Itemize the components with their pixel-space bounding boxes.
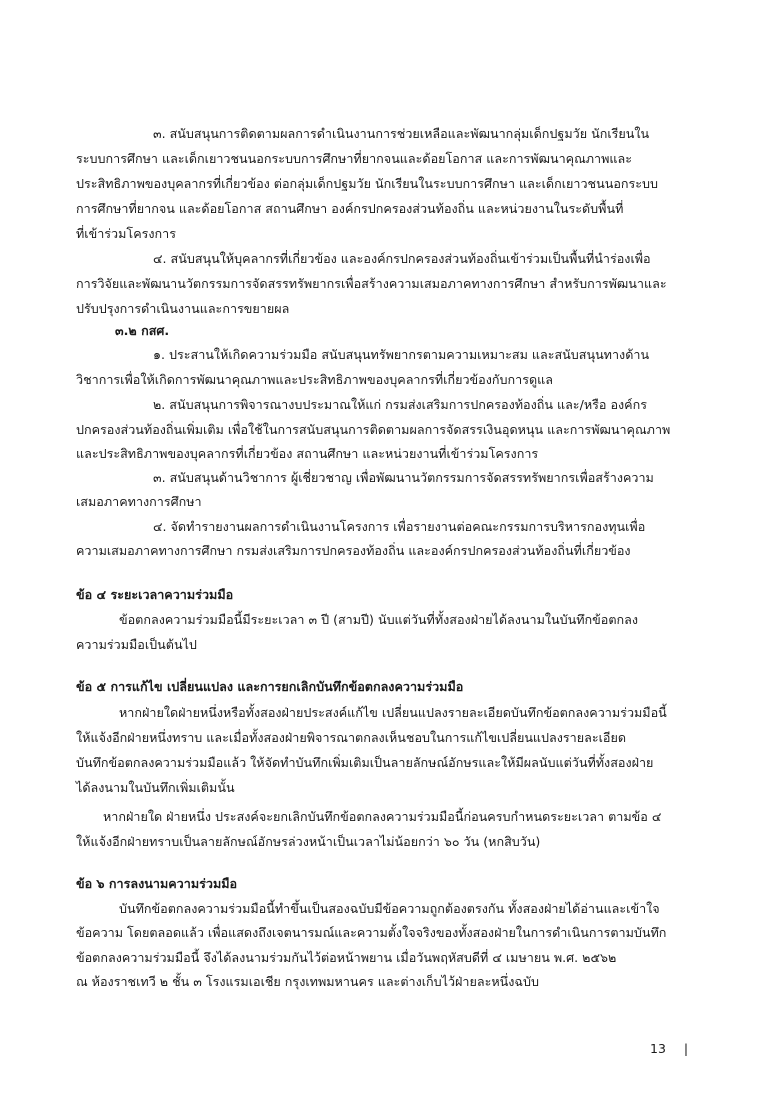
- s32-item1-line2: วิชาการเพื่อให้เกิดการพัฒนาคุณภาพและประสิทธิภาพของบุคลากรที่เกี่ยวข้องกับการดูแล: [76, 372, 553, 387]
- s31-item3-line3: ประสิทธิภาพของบุคลากรที่เกี่ยวข้อง ต่อกลุ่มเด็กปฐมวัย นักเรียนในระบบการศึกษา และเด็กเยาวชนนอกระบบ: [76, 176, 659, 191]
- clause5-p1-line4: ได้ลงนามในบันทึกเพิ่มเติมนั้น: [76, 780, 235, 795]
- clause6-line3: ข้อตกลงความร่วมมือนี้ จึงได้ลงนามร่วมกันไว้ต่อหน้าพยาน เมื่อวันพฤหัสบดีที่ ๔ เมษายน พ.ศ. ๒๕๖๒: [76, 950, 617, 965]
- s32-item2-line2: ปกครองส่วนท้องถิ่นเพิ่มเติม เพื่อใช้ในการสนับสนุนการติดตามผลการจัดสรรเงินอุดหนุน และการพัฒนาคุณภาพ: [76, 422, 671, 437]
- clause5-p2-line1: หากฝ่ายใด ฝ่ายหนึ่ง ประสงค์จะยกเลิกบันทึกข้อตกลงความร่วมมือนี้ก่อนครบกำหนดระยะเวลา ตามข้อ ๔: [103, 809, 662, 824]
- s32-item2-line3: และประสิทธิภาพของบุคลากรที่เกี่ยวข้อง สถานศึกษา และหน่วยงานที่เข้าร่วมโครงการ: [76, 446, 539, 461]
- s31-item4-line2: การวิจัยและพัฒนานวัตกรรมการจัดสรรทรัพยากรเพื่อสร้างความเสมอภาคทางการศึกษา สำหรับการพัฒนาและ: [76, 276, 667, 291]
- clause5-p1-line1: หากฝ่ายใดฝ่ายหนึ่งหรือทั้งสองฝ่ายประสงค์แก้ไข เปลี่ยนแปลงรายละเอียดบันทึกข้อตกลงความร่วมมือนี้: [119, 705, 667, 720]
- page-number: 13: [650, 1041, 666, 1056]
- clause6-heading: ข้อ ๖ การลงนามความร่วมมือ: [76, 876, 238, 891]
- clause5-p1-line3: บันทึกข้อตกลงความร่วมมือแล้ว ให้จัดทำบันทึกเพิ่มเติมเป็นลายลักษณ์อักษรและให้มีผลนับแต่วันที่ทั้งสองฝ่าย: [76, 755, 654, 770]
- s31-item3-line5: ที่เข้าร่วมโครงการ: [76, 226, 176, 241]
- clause5-heading: ข้อ ๕ การแก้ไข เปลี่ยนแปลง และการยกเลิกบันทึกข้อตกลงความร่วมมือ: [76, 679, 464, 694]
- s31-item3-line1: ๓. สนับสนุนการติดตามผลการดำเนินงานการช่วยเหลือและพัฒนากลุ่มเด็กปฐมวัย นักเรียนใน: [153, 126, 650, 141]
- s32-item3-line2: เสมอภาคทางการศึกษา: [76, 494, 202, 509]
- clause4-line2: ความร่วมมือเป็นต้นไป: [76, 637, 197, 652]
- s31-item3-line2: ระบบการศึกษา และเด็กเยาวชนนอกระบบการศึกษาที่ยากจนและด้อยโอกาส และการพัฒนาคุณภาพและ: [76, 151, 633, 166]
- s32-item2-line1: ๒. สนับสนุนการพิจารณางบประมาณให้แก่ กรมส่งเสริมการปกครองท้องถิ่น และ/หรือ องค์กร: [153, 397, 647, 412]
- s32-item4-line2: ความเสมอภาคทางการศึกษา กรมส่งเสริมการปกครองท้องถิ่น และองค์กรปกครองส่วนท้องถิ่นที่เกี่ยวข้อง: [76, 543, 631, 558]
- clause4-heading: ข้อ ๔ ระยะเวลาความร่วมมือ: [76, 587, 234, 602]
- s32-item1-line1: ๑. ประสานให้เกิดความร่วมมือ สนับสนุนทรัพยากรตามความเหมาะสม และสนับสนุนทางด้าน: [153, 347, 650, 362]
- clause6-line1: บันทึกข้อตกลงความร่วมมือนี้ทำขึ้นเป็นสองฉบับมีข้อความถูกต้องตรงกัน ทั้งสองฝ่ายได้อ่านและเข้าใจ: [119, 901, 660, 916]
- s31-item3-line4: การศึกษาที่ยากจน และด้อยโอกาส สถานศึกษา องค์กรปกครองส่วนท้องถิ่น และหน่วยงานในระดับพื้นที่: [76, 201, 624, 216]
- s32-item4-line1: ๔. จัดทำรายงานผลการดำเนินงานโครงการ เพื่อรายงานต่อคณะกรรมการบริหารกองทุนเพื่อ: [153, 519, 646, 534]
- s32-heading: ๓.๒ กสศ.: [115, 323, 170, 338]
- clause4-line1: ข้อตกลงความร่วมมือนี้มีระยะเวลา ๓ ปี (สามปี) นับแต่วันที่ทั้งสองฝ่ายได้ลงนามในบันทึกข้อตกลง: [119, 612, 639, 627]
- clause6-line2: ข้อความ โดยตลอดแล้ว เพื่อแสดงถึงเจตนารมณ์และความตั้งใจจริงของทั้งสองฝ่ายในการดำเนินการตามบันทึก: [76, 925, 667, 940]
- clause5-p2-line2: ให้แจ้งอีกฝ่ายทราบเป็นลายลักษณ์อักษรล่วงหน้าเป็นเวลาไม่น้อยกว่า ๖๐ วัน (หกสิบวัน): [76, 834, 541, 849]
- clause6-line4: ณ ห้องราชเทวี ๒ ชั้น ๓ โรงแรมเอเชีย กรุงเทพมหานคร และต่างเก็บไว้ฝ่ายละหนึ่งฉบับ: [76, 974, 539, 989]
- clause5-p1-line2: ให้แจ้งอีกฝ่ายหนึ่งทราบ และเมื่อทั้งสองฝ่ายพิจารณาตกลงเห็นชอบในการแก้ไขเปลี่ยนแปลงรายละเอียด: [76, 730, 627, 745]
- page-separator: |: [683, 1041, 689, 1056]
- s31-item4-line1: ๔. สนับสนุนให้บุคลากรที่เกี่ยวข้อง และองค์กรปกครองส่วนท้องถิ่นเข้าร่วมเป็นพื้นที่นำร่องเพื่อ: [153, 251, 651, 266]
- s32-item3-line1: ๓. สนับสนุนด้านวิชาการ ผู้เชี่ยวชาญ เพื่อพัฒนานวัตกรรมการจัดสรรทรัพยากรเพื่อสร้างความ: [153, 470, 654, 485]
- page-footer: [650, 1041, 688, 1056]
- s31-item4-line3: ปรับปรุงการดำเนินงานและการขยายผล: [76, 301, 290, 316]
